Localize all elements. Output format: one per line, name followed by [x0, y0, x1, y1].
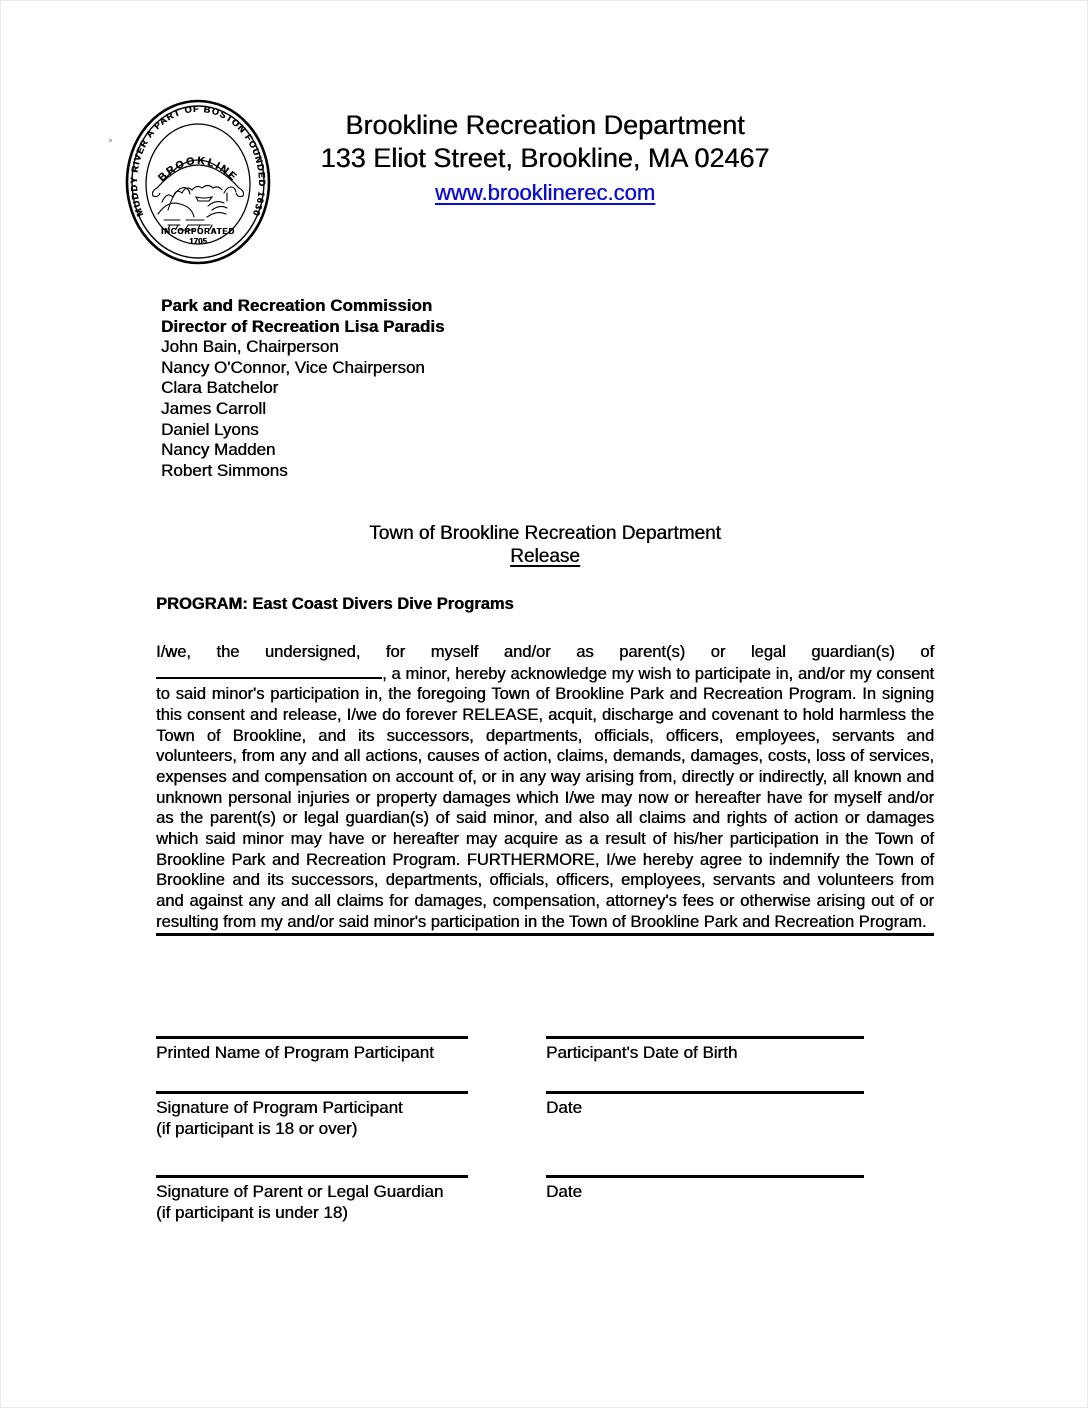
guardian-date-label: Date: [546, 1182, 582, 1201]
release-paragraph: [156, 642, 934, 932]
commission-list: [161, 296, 444, 481]
form-title: Town of Brookline Recreation Department: [369, 523, 721, 544]
signature-row-guardian: [156, 1175, 934, 1223]
letterhead: [1, 109, 1088, 206]
participant-name-blank[interactable]: [156, 663, 382, 679]
commission-member: Nancy Madden: [161, 440, 276, 460]
guardian-signature-note: (if participant is under 18): [156, 1203, 348, 1222]
participant-signature-note: (if participant is 18 or over): [156, 1119, 358, 1138]
org-name: Brookline Recreation Department: [345, 110, 745, 140]
director-line: Director of Recreation Lisa Paradis: [161, 316, 445, 336]
date-of-birth-label: Participant's Date of Birth: [546, 1043, 738, 1062]
release-text-intro: I/we, the undersigned, for myself and/or as parent(s) or legal guardian(s) of: [156, 643, 934, 661]
release-form: [156, 522, 934, 936]
printed-name-label: Printed Name of Program Participant: [156, 1043, 434, 1062]
org-address: 133 Eliot Street, Brookline, MA 02467: [320, 143, 770, 173]
commission-member: John Bain, Chairperson: [161, 337, 339, 357]
commission-member: Clara Batchelor: [161, 378, 279, 398]
website-link[interactable]: www.brooklinerec.com: [434, 180, 656, 205]
participant-signature-label: Signature of Program Participant: [156, 1098, 403, 1117]
guardian-signature-label: Signature of Parent or Legal Guardian: [156, 1182, 444, 1201]
commission-heading: Park and Recreation Commission: [161, 296, 433, 315]
program-line: PROGRAM: East Coast Divers Dive Programs: [156, 595, 514, 613]
seal-ring-text: MUDDY RIVER A PART OF BOSTON FOUNDED 1630: [128, 103, 268, 218]
seal-banner-text: BROOKLINE: [155, 154, 241, 185]
form-subtitle-text: Release: [510, 546, 580, 567]
commission-member: Nancy O'Connor, Vice Chairperson: [161, 357, 425, 377]
seal-incorporated-year: 1705: [189, 237, 207, 246]
signature-row-printed-name: [156, 1036, 934, 1063]
paragraph-end-rule: [156, 933, 934, 936]
release-text-rest: , a minor, hereby acknowledge my wish to participate in, and/or my consent to said minor's participation in, the foregoing Town of Brookline Park and Recreation Program. In signing this consent and release, I/we do forever RELEASE, acquit, discharge and covenant to hold harmless the Town of Brookline, and its successors, departments, officials, officers, employees, servants and volunteers, from any and all actions, causes of action, claims, demands, damages, costs, loss of services, expenses and compensation on account of, or in any way arising from, directly or indirectly, all known and unknown personal injuries or property damages which I/we may now or hereafter have for myself and/or as the parent(s) or legal guardian(s) of said minor, and also all claims and rights of action or damages which said minor may have or hereafter may acquire as a result of his/her participation in the Town of Brookline Park and Recreation Program. FURTHERMORE, I/we hereby agree to indemnify the Town of Brookline and its successors, departments, officials, officers, employees, servants and volunteers from and against any and all claims for damages, compensation, attorney's fees or otherwise arising out of or resulting from my and/or said minor's participation in the Town of Brookline Park and Recreation Program.: [156, 664, 934, 931]
commission-member: Daniel Lyons: [161, 419, 259, 439]
signature-row-participant: [156, 1091, 934, 1139]
form-subtitle: [156, 545, 934, 568]
seal-incorporated-text: INCORPORATED: [161, 227, 235, 236]
commission-member: Robert Simmons: [161, 460, 288, 480]
participant-date-label: Date: [546, 1098, 582, 1117]
commission-member: James Carroll: [161, 398, 266, 418]
